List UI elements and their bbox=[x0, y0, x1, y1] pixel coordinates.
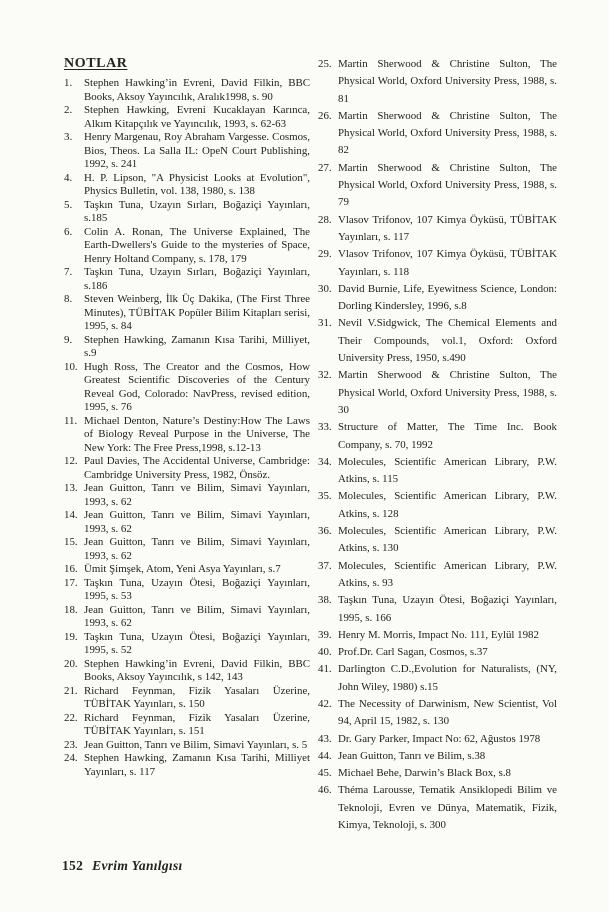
note-item bbox=[64, 334, 310, 361]
note-number: 40. bbox=[318, 646, 332, 659]
note-text: Structure of Matter, The Time Inc. Book Company, s. 70, 1992 bbox=[338, 421, 557, 451]
note-number: 12. bbox=[64, 455, 78, 467]
note-number: 32. bbox=[318, 369, 332, 382]
note-item bbox=[64, 752, 310, 779]
note-number: 23. bbox=[64, 738, 78, 751]
note-number: 31. bbox=[318, 317, 332, 330]
note-text: Steven Weinberg, İlk Üç Dakika, (The First Three Minutes), TÜBİTAK Popüler Bilim Kitapları serisi, 1995, s. 84 bbox=[84, 293, 310, 332]
note-number: 13. bbox=[64, 482, 78, 494]
note-number: 16. bbox=[64, 563, 78, 575]
note-number: 46. bbox=[318, 784, 332, 797]
note-item bbox=[318, 592, 557, 627]
note-text: Henry Margenau, Roy Abraham Vargesse. Cosmos, Bios, Theos. La Salla IL: OpeN Court Publishing, 1992, s. 241 bbox=[84, 131, 310, 170]
note-text: Vlasov Trifonov, 107 Kimya Öyküsü, TÜBİTAK Yayınları, s. 118 bbox=[338, 248, 557, 278]
note-number: 33. bbox=[318, 421, 332, 434]
note-number: 26. bbox=[318, 109, 332, 122]
note-number: 8. bbox=[64, 293, 73, 305]
note-item bbox=[64, 415, 310, 456]
note-item bbox=[64, 577, 310, 604]
note-text: Ümit Şimşek, Atom, Yeni Asya Yayınları, s.7 bbox=[84, 563, 281, 575]
note-item bbox=[64, 563, 310, 577]
note-item bbox=[318, 748, 557, 765]
note-item bbox=[318, 246, 557, 281]
note-text: Nevil V.Sidgwick, The Chemical Elements and Their Compounds, vol.1, Oxford: Oxford University Press, 1950, s.490 bbox=[338, 317, 557, 365]
note-text: Vlasov Trifonov, 107 Kimya Öyküsü, TÜBİTAK Yayınları, s. 117 bbox=[338, 213, 557, 243]
note-text: Darlington C.D.,Evolution for Naturalists, (NY, John Wiley, 1980) s.15 bbox=[338, 663, 557, 693]
note-item bbox=[318, 731, 557, 748]
note-text: Jean Guitton, Tanrı ve Bilim, Simavi Yayınları, 1993, s. 62 bbox=[84, 536, 310, 562]
note-item bbox=[318, 661, 557, 696]
note-text: Jean Guitton, Tanrı ve Bilim, Simavi Yayınları, 1993, s. 62 bbox=[84, 482, 310, 508]
note-number: 25. bbox=[318, 58, 332, 70]
note-item bbox=[64, 712, 310, 739]
note-number: 30. bbox=[318, 282, 332, 295]
note-item bbox=[318, 454, 557, 489]
note-item bbox=[318, 419, 557, 454]
note-item bbox=[64, 361, 310, 415]
note-text: David Burnie, Life, Eyewitness Science, London: Dorling Kindersley, 1996, s.8 bbox=[338, 282, 557, 313]
note-text: Taşkın Tuna, Uzayın Ötesi, Boğaziçi Yayınları, 1995, s. 52 bbox=[84, 630, 310, 656]
note-item bbox=[64, 482, 310, 509]
note-text: Jean Guitton, Tanrı ve Bilim, Simavi Yayınları, s. 5 bbox=[84, 738, 308, 751]
note-number: 5. bbox=[64, 198, 73, 211]
note-number: 20. bbox=[64, 657, 78, 670]
note-number: 18. bbox=[64, 603, 78, 616]
note-item bbox=[64, 226, 310, 267]
note-number: 45. bbox=[318, 767, 332, 780]
note-text: Taşkın Tuna, Uzayın Sırları, Boğaziçi Yayınları, s.185 bbox=[84, 198, 310, 224]
note-text: Paul Davies, The Accidental Universe, Cambridge: Cambridge University Press, 1982, Önsöz. bbox=[84, 455, 310, 481]
note-number: 3. bbox=[64, 131, 73, 143]
note-item bbox=[64, 631, 310, 658]
note-item bbox=[318, 281, 557, 316]
note-text: Dr. Gary Parker, Impact No: 62, Ağustos 1978 bbox=[338, 732, 541, 745]
note-number: 37. bbox=[318, 559, 332, 572]
note-text: Colin A. Ronan, The Universe Explained, The Earth-Dwellers's Guide to the mysteries of Space, Henry Holtand Company, s. 178, 179 bbox=[84, 225, 310, 265]
note-number: 34. bbox=[318, 455, 332, 468]
note-item bbox=[318, 627, 557, 644]
note-number: 11. bbox=[64, 414, 78, 427]
note-item bbox=[64, 509, 310, 536]
note-number: 7. bbox=[64, 266, 73, 278]
note-text: Jean Guitton, Tanrı ve Bilim, s.38 bbox=[338, 749, 486, 762]
note-text: Stephen Hawking’in Evreni, David Filkin, BBC Books, Aksoy Yayıncılık, Aralık1998, s. 90 bbox=[84, 77, 310, 103]
note-text: Jean Guitton, Tanrı ve Bilim, Simavi Yayınları, 1993, s. 62 bbox=[84, 603, 310, 629]
note-number: 24. bbox=[64, 752, 78, 764]
note-number: 19. bbox=[64, 630, 78, 643]
note-number: 43. bbox=[318, 732, 332, 745]
note-item bbox=[318, 315, 557, 367]
note-number: 41. bbox=[318, 663, 332, 676]
note-number: 21. bbox=[64, 684, 78, 697]
notes-column-right bbox=[318, 56, 557, 834]
note-text: Jean Guitton, Tanrı ve Bilim, Simavi Yayınları, 1993, s. 62 bbox=[84, 509, 310, 535]
note-text: Michael Behe, Darwin’s Black Box, s.8 bbox=[338, 767, 512, 780]
note-text: Martin Sherwood & Christine Sulton, The Physical World, Oxford University Press, 1988, s. 30 bbox=[338, 369, 557, 416]
note-item bbox=[64, 604, 310, 631]
notes-list-right bbox=[318, 56, 557, 834]
note-item bbox=[64, 658, 310, 685]
note-number: 14. bbox=[64, 509, 78, 521]
page-title: NOTLAR bbox=[64, 56, 128, 71]
note-text: Taşkın Tuna, Uzayın Sırları, Boğaziçi Yayınları, s.186 bbox=[84, 266, 310, 292]
note-text: Stephen Hawking’in Evreni, David Filkin, BBC Books, Aksoy Yayıncılık, s 142, 143 bbox=[84, 657, 310, 683]
note-number: 15. bbox=[64, 536, 78, 548]
note-text: Martin Sherwood & Christine Sulton, The Physical World, Oxford University Press, 1988, s. 81 bbox=[338, 58, 557, 105]
note-item bbox=[64, 685, 310, 712]
note-number: 2. bbox=[64, 104, 73, 116]
note-item bbox=[64, 77, 310, 104]
footer-book-title: Evrim Yanılgısı bbox=[92, 858, 183, 873]
note-text: Molecules, Scientific American Library, P.W. Atkins, s. 130 bbox=[338, 525, 557, 555]
note-number: 1. bbox=[64, 77, 73, 89]
note-item bbox=[64, 199, 310, 226]
note-text: Molecules, Scientific American Library, P.W. Atkins, s. 128 bbox=[338, 490, 557, 520]
note-item bbox=[318, 212, 557, 247]
note-number: 10. bbox=[64, 360, 78, 373]
note-text: Richard Feynman, Fizik Yasaları Üzerine, TÜBİTAK Yayınları, s. 151 bbox=[84, 711, 310, 737]
note-text: The Necessity of Darwinism, New Scientist, Vol 94, April 15, 1982, s. 130 bbox=[338, 697, 557, 728]
note-number: 39. bbox=[318, 628, 332, 641]
note-number: 6. bbox=[64, 225, 73, 238]
note-number: 27. bbox=[318, 161, 332, 174]
note-number: 42. bbox=[318, 697, 332, 710]
note-item bbox=[64, 739, 310, 753]
note-text: Hugh Ross, The Creator and the Cosmos, How Greatest Scientific Discoveries of the Century Reveal God, Colorado: NavPress, revised edition, 1995, s. 76 bbox=[84, 360, 310, 413]
note-text: H. P. Lipson, "A Physicist Looks at Evolution", Physics Bulletin, vol. 138, 1980, s. 138 bbox=[84, 171, 310, 197]
note-item bbox=[64, 293, 310, 334]
note-item bbox=[318, 488, 557, 523]
note-item bbox=[318, 108, 557, 160]
note-text: Théma Larousse, Tematik Ansiklopedi Bilim ve Teknoloji, Evren ve Dünya, Matematik, Fizik, Kimya, Teknoloji, s. 300 bbox=[338, 784, 557, 832]
page-footer bbox=[62, 858, 183, 874]
note-number: 9. bbox=[64, 333, 73, 346]
note-text: Stephen Hawking, Zamanın Kısa Tarihi, Milliyet, s.9 bbox=[84, 333, 310, 359]
note-item bbox=[318, 160, 557, 212]
note-item bbox=[318, 56, 557, 108]
note-item bbox=[64, 536, 310, 563]
note-number: 44. bbox=[318, 749, 332, 762]
note-item bbox=[64, 266, 310, 293]
note-number: 28. bbox=[318, 213, 332, 226]
footer-page-number: 152 bbox=[62, 858, 84, 873]
note-item bbox=[64, 455, 310, 482]
note-text: Stephen Hawking, Zamanın Kısa Tarihi, Milliyet Yayınları, s. 117 bbox=[84, 752, 310, 778]
note-text: Prof.Dr. Carl Sagan, Cosmos, s.37 bbox=[338, 646, 488, 659]
note-number: 22. bbox=[64, 711, 78, 724]
note-text: Taşkın Tuna, Uzayın Ötesi, Boğaziçi Yayınları, 1995, s. 166 bbox=[338, 594, 557, 624]
note-item bbox=[318, 367, 557, 419]
note-text: Molecules, Scientific American Library, P.W. Atkins, s. 93 bbox=[338, 559, 557, 589]
note-number: 38. bbox=[318, 594, 332, 607]
notes-list-left bbox=[64, 77, 310, 779]
note-item bbox=[318, 696, 557, 731]
note-item bbox=[318, 558, 557, 593]
note-item bbox=[64, 104, 310, 131]
note-number: 4. bbox=[64, 171, 73, 184]
note-number: 17. bbox=[64, 576, 78, 589]
note-text: Henry M. Morris, Impact No. 111, Eylül 1982 bbox=[338, 628, 539, 641]
note-item bbox=[318, 523, 557, 558]
note-item bbox=[318, 644, 557, 661]
note-text: Taşkın Tuna, Uzayın Ötesi, Boğaziçi Yayınları, 1995, s. 53 bbox=[84, 576, 310, 602]
note-text: Richard Feynman, Fizik Yasaları Üzerine, TÜBİTAK Yayınları, s. 150 bbox=[84, 684, 310, 710]
note-item bbox=[64, 131, 310, 172]
note-text: Stephen Hawking, Evreni Kucaklayan Karınca, Alkım Kitapçılık ve Yayıncılık, 1993, s. 62-63 bbox=[84, 104, 310, 130]
note-text: Martin Sherwood & Christine Sulton, The Physical World, Oxford University Press, 1988, s. 82 bbox=[338, 109, 557, 157]
note-number: 29. bbox=[318, 248, 332, 261]
note-item bbox=[318, 782, 557, 834]
note-number: 36. bbox=[318, 525, 332, 538]
note-item bbox=[318, 765, 557, 782]
notes-column-left bbox=[64, 56, 310, 779]
note-item bbox=[64, 172, 310, 199]
note-text: Molecules, Scientific American Library, P.W. Atkins, s. 115 bbox=[338, 455, 557, 486]
note-text: Martin Sherwood & Christine Sulton, The Physical World, Oxford University Press, 1988, s. 79 bbox=[338, 161, 557, 209]
note-number: 35. bbox=[318, 490, 332, 503]
note-text: Michael Denton, Nature’s Destiny:How The Laws of Biology Reveal Purpose in the Universe, The New York: The Free Press,1998, s.12-13 bbox=[84, 414, 310, 454]
